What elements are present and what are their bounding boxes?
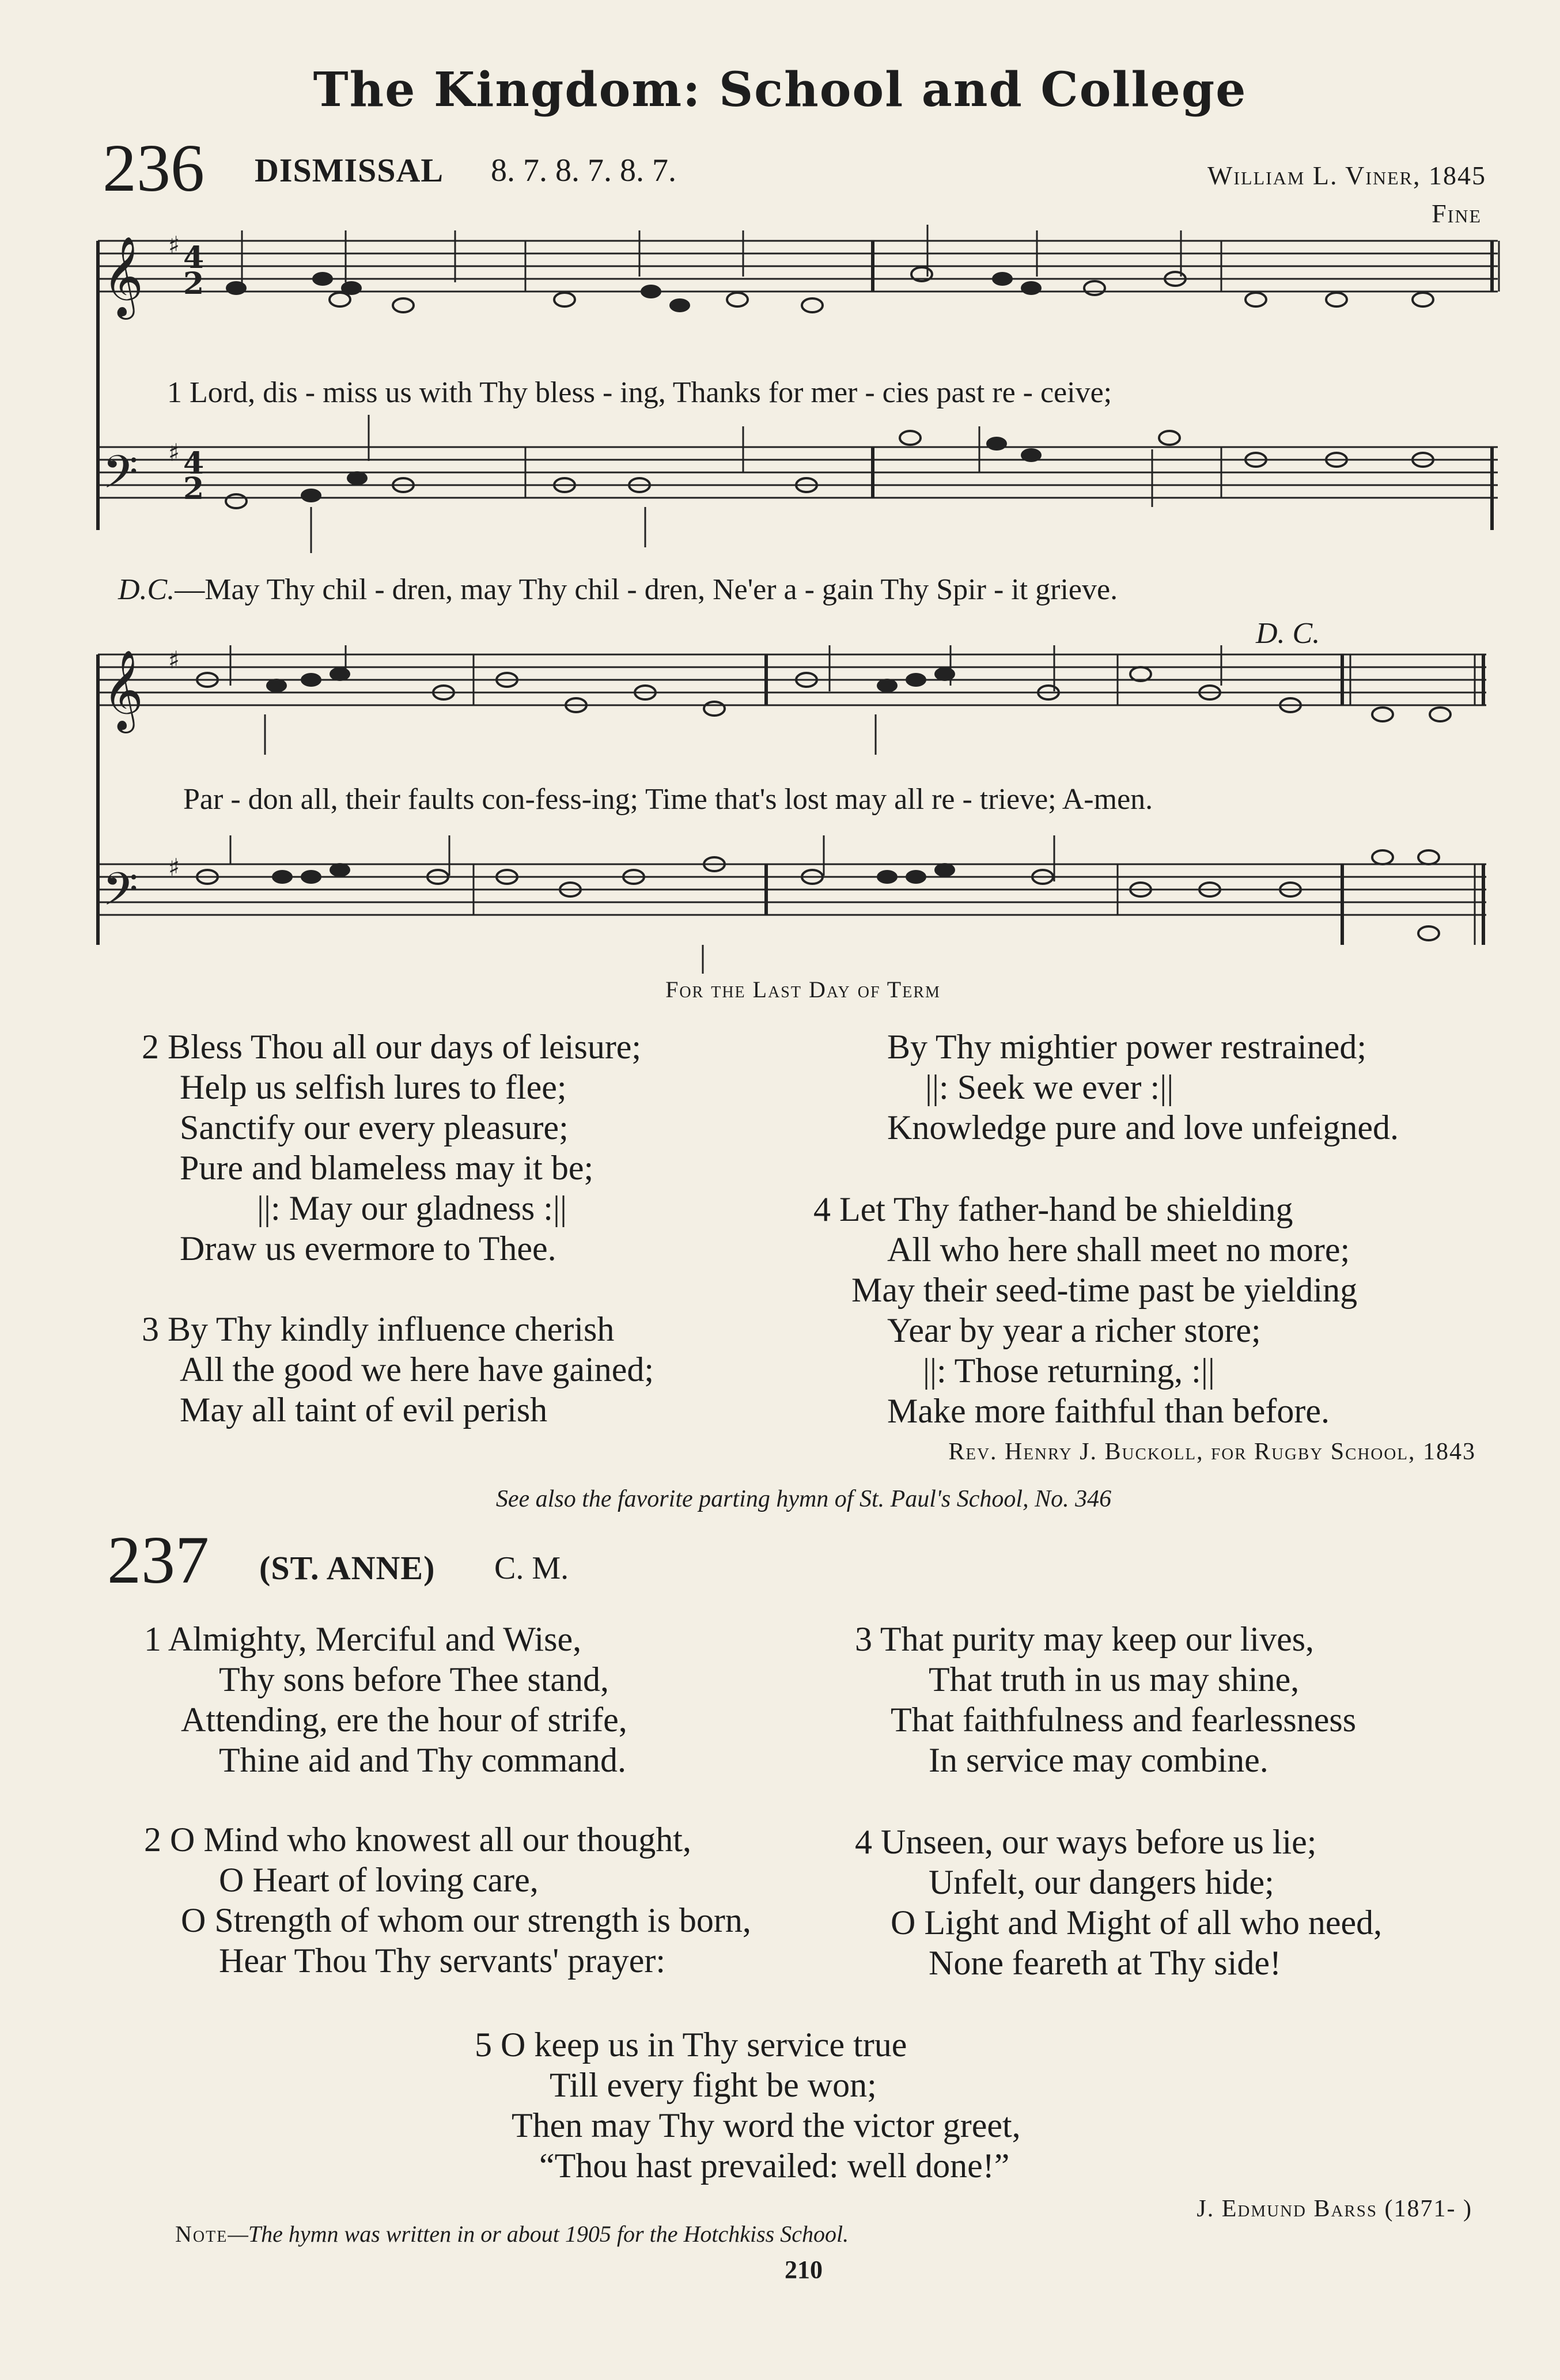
verse-line: Pure and blameless may it be; — [180, 1149, 594, 1187]
verse-line: Knowledge pure and love unfeigned. — [887, 1108, 1399, 1147]
stanza-4 — [813, 1189, 1357, 1431]
verse-line: May their seed-time past be yielding — [851, 1271, 1358, 1309]
treble-clef-icon: 𝄞 — [103, 650, 143, 730]
svg-text:4: 4 — [183, 240, 205, 275]
verse-line: May all taint of evil perish — [180, 1391, 548, 1429]
bass-clef-icon: 𝄢 — [103, 445, 138, 510]
verse-line: None feareth at Thy side! — [929, 1944, 1281, 1982]
verse-line: 3 By Thy kindly influence cherish — [142, 1310, 615, 1348]
verse-line: In service may combine. — [929, 1741, 1269, 1779]
author-237: J. Edmund Barss (1871- ) — [1196, 2196, 1472, 2222]
see-also-note: See also the favorite parting hymn of St. Paul's School, No. 346 — [495, 1486, 1112, 1512]
author-236: Rev. Henry J. Buckoll, for Rugby School, 1843 — [948, 1439, 1476, 1465]
stanza-2-continued — [887, 1027, 1399, 1148]
verse-line: O Heart of loving care, — [219, 1861, 539, 1899]
verse-line: 3 That purity may keep our lives, — [855, 1620, 1315, 1658]
verse-line: That truth in us may shine, — [929, 1660, 1300, 1698]
verse-line: Till every fight be won; — [550, 2066, 877, 2104]
treble-clef-icon: 𝄞 — [103, 236, 143, 316]
bass-clef-icon: 𝄢 — [103, 862, 138, 927]
dc-prefix: D.C. — [118, 573, 175, 606]
footnote — [175, 2220, 849, 2247]
verse-line: Sanctify our every pleasure; — [180, 1108, 569, 1147]
music-score — [0, 0, 1560, 979]
note-text: —The hymn was written in or about 1905 for the Hotchkiss School. — [228, 2221, 849, 2247]
stanza-3 — [142, 1309, 654, 1430]
verse-line: ||: May our gladness :|| — [257, 1189, 567, 1227]
lyrics-line-2 — [118, 573, 1118, 607]
svg-text:2: 2 — [183, 471, 205, 506]
stanza-2 — [144, 1819, 751, 1981]
verse-line: 5 O keep us in Thy service true — [475, 2026, 907, 2064]
verse-line: 1 Almighty, Merciful and Wise, — [144, 1620, 582, 1658]
verse-line: 2 O Mind who knowest all our thought, — [144, 1821, 691, 1859]
svg-text:♯: ♯ — [168, 231, 180, 259]
verse-line: O Light and Might of all who need, — [891, 1904, 1383, 1942]
svg-text:4: 4 — [183, 446, 205, 481]
verse-line: 2 Bless Thou all our days of leisure; — [142, 1028, 642, 1066]
svg-text:♯: ♯ — [168, 646, 180, 674]
verse-line: Thy sons before Thee stand, — [219, 1660, 609, 1698]
note-label: Note — [175, 2221, 228, 2247]
verse-line: Unfelt, our dangers hide; — [929, 1863, 1274, 1901]
stanza-2 — [142, 1027, 641, 1269]
occasion-caption: For the Last Day of Term — [665, 977, 941, 1002]
verse-line: 4 Unseen, our ways before us lie; — [855, 1823, 1317, 1861]
composer: William L. Viner, 1845 — [1207, 161, 1486, 190]
svg-text:♯: ♯ — [168, 853, 180, 881]
verse-line: That faithfulness and fearlessness — [891, 1701, 1357, 1739]
verse-line: All who here shall meet no more; — [887, 1231, 1350, 1269]
verse-line: Year by year a richer store; — [887, 1311, 1261, 1349]
fine-mark: Fine — [1432, 199, 1482, 228]
verse-line: Draw us evermore to Thee. — [180, 1229, 556, 1267]
verse-line: “Thou hast prevailed: well done!” — [539, 2147, 1010, 2185]
dc-mark: D. C. — [1256, 617, 1320, 650]
svg-text:♯: ♯ — [168, 438, 180, 467]
verse-line: 4 Let Thy father-hand be shielding — [813, 1190, 1293, 1228]
verse-line: ||: Seek we ever :|| — [925, 1068, 1174, 1106]
meter: 8. 7. 8. 7. 8. 7. — [491, 153, 676, 188]
stanza-5 — [475, 2025, 1021, 2186]
lyrics-line-2-text: —May Thy chil - dren, may Thy chil - dren, Ne'er a - gain Thy Spir - it grieve. — [175, 573, 1118, 606]
verse-line: ||: Those returning, :|| — [923, 1352, 1215, 1390]
verse-line: Make more faithful than before. — [887, 1392, 1330, 1430]
svg-text:2: 2 — [183, 266, 205, 301]
hymn-number-236: 236 — [103, 130, 205, 206]
verse-line: By Thy mightier power restrained; — [887, 1028, 1367, 1066]
hymn-number-237: 237 — [107, 1522, 209, 1598]
page-number: 210 — [785, 2256, 823, 2284]
verse-line: Thine aid and Thy command. — [219, 1741, 627, 1779]
tune-name: DISMISSAL — [255, 152, 444, 189]
stanza-1 — [144, 1619, 627, 1780]
verse-line: Help us selfish lures to flee; — [180, 1068, 567, 1106]
page-title: The Kingdom: School and College — [313, 62, 1247, 118]
verse-line: Then may Thy word the victor greet, — [512, 2106, 1021, 2144]
staff-lines-treble-1 — [98, 241, 1498, 292]
verse-line: Attending, ere the hour of strife, — [181, 1701, 627, 1739]
stanza-4 — [855, 1822, 1382, 1983]
lyrics-line-3: Par - don all, their faults con-fess-ing; Time that's lost may all re - trieve; A-men. — [183, 783, 1153, 816]
meter: C. M. — [494, 1550, 569, 1586]
tune-name: (ST. ANNE) — [259, 1549, 436, 1587]
verse-line: O Strength of whom our strength is born, — [181, 1901, 751, 1939]
verse-line: All the good we here have gained; — [180, 1350, 654, 1388]
stanza-3 — [855, 1619, 1356, 1780]
lyrics-line-1: 1 Lord, dis - miss us with Thy bless - ing, Thanks for mer - cies past re - ceive; — [167, 376, 1112, 409]
verse-line: Hear Thou Thy servants' prayer: — [219, 1942, 666, 1980]
